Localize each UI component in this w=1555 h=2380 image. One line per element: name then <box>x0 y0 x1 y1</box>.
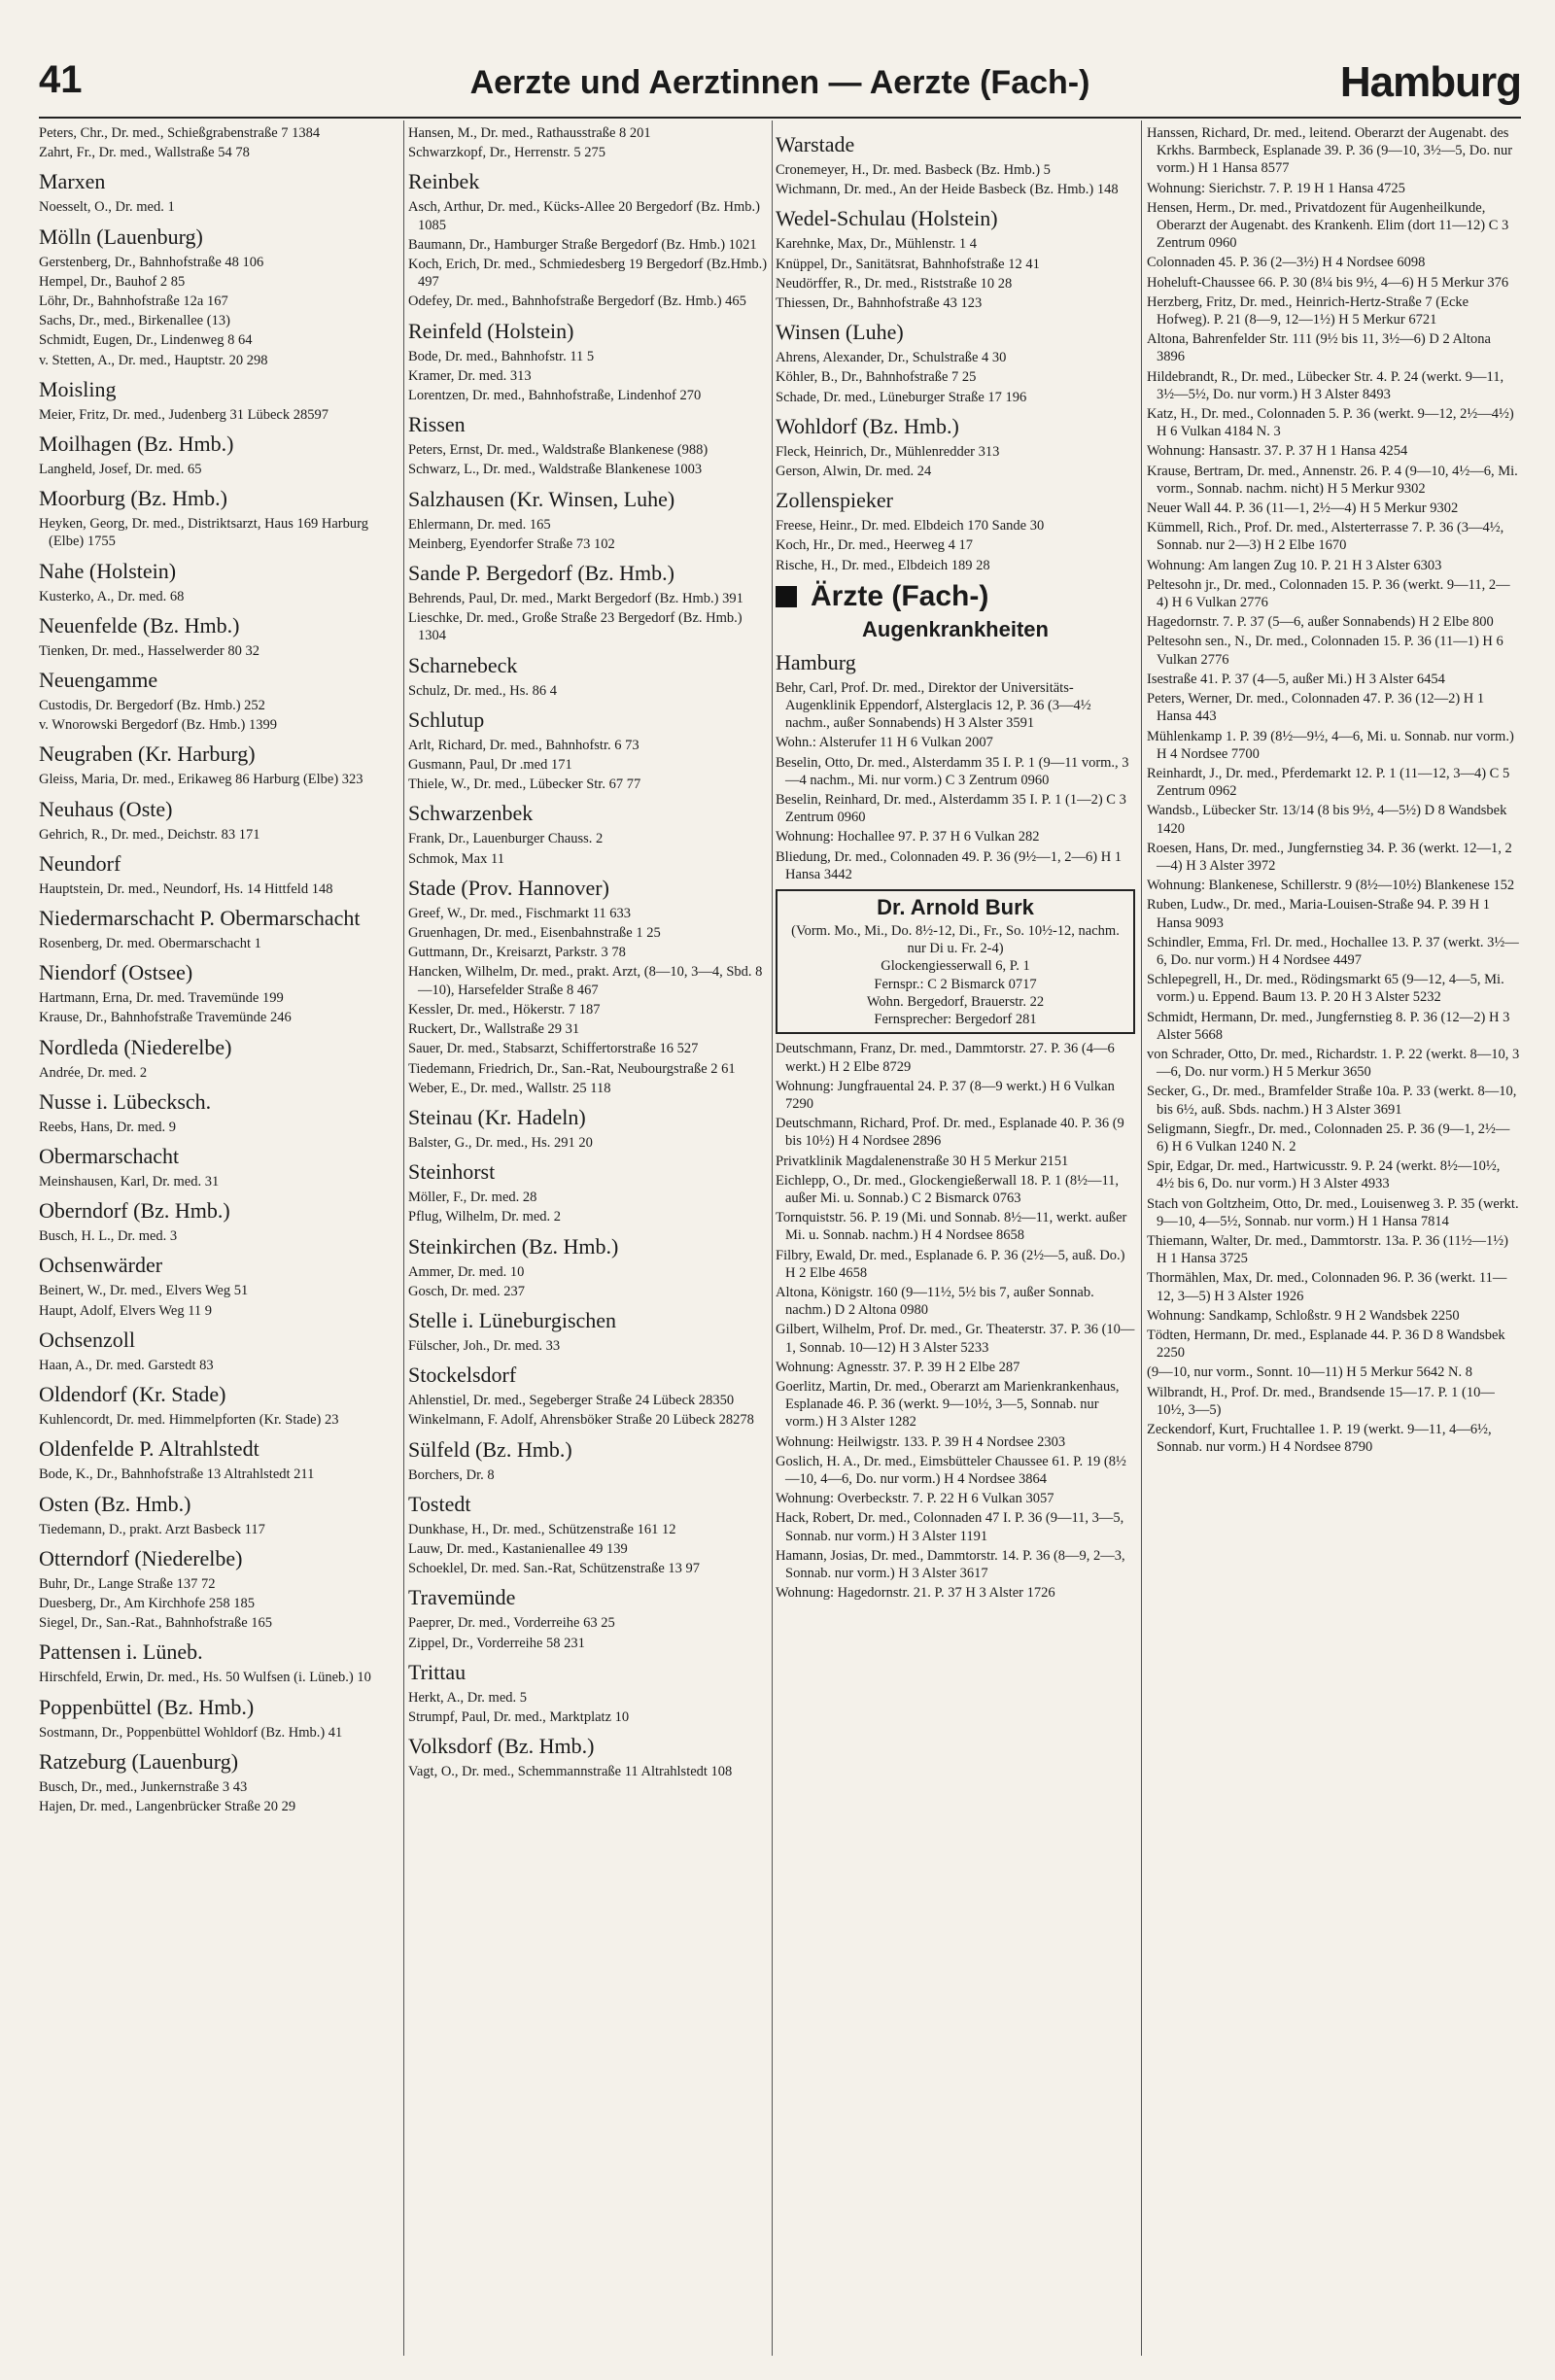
place-heading: Marxen <box>39 169 106 194</box>
directory-entry: Goslich, H. A., Dr. med., Eimsbütteler Chaussee 61. P. 19 (8½—10, 4—6, Do. nur vorm.) H 4 Nordsee 3864 <box>776 1453 1126 1487</box>
directory-entry: Schulz, Dr. med., Hs. 86 4 <box>408 682 558 699</box>
directory-entry: Beinert, W., Dr. med., Elvers Weg 51 <box>39 1283 249 1299</box>
directory-entry: Colonnaden 45. P. 36 (2—3½) H 4 Nordsee 6098 <box>1147 255 1426 271</box>
place-heading: Schlutup <box>408 707 485 732</box>
column-1 <box>39 124 400 1817</box>
directory-entry: Karehnke, Max, Dr., Mühlenstr. 1 4 <box>776 236 977 253</box>
place-heading: Neuengamme <box>39 668 158 693</box>
directory-entry: Zeckendorf, Kurt, Fruchtallee 1. P. 19 (werkt. 9—11, 4—6½, Sonnab. nur vorm.) H 4 Nordsee 8790 <box>1147 1422 1492 1456</box>
advertisement-line: Glockengiesserwall 6, P. 1 <box>881 958 1030 975</box>
directory-entry: Wohnung: Blankenese, Schillerstr. 9 (8½—10½) Blankenese 152 <box>1147 878 1515 894</box>
directory-entry: Heyken, Georg, Dr. med., Distriktsarzt, Haus 169 Harburg (Elbe) 1755 <box>39 516 368 550</box>
place-heading: Ochsenwärder <box>39 1253 163 1278</box>
place-heading: Stade (Prov. Hannover) <box>408 875 609 900</box>
directory-entry: Peters, Chr., Dr. med., Schießgrabenstraße 7 1384 <box>39 125 321 141</box>
directory-entry: Frank, Dr., Lauenburger Chauss. 2 <box>408 831 604 847</box>
place-heading: Oberndorf (Bz. Hmb.) <box>39 1198 230 1224</box>
directory-entry: Wohnung: Sandkamp, Schloßstr. 9 H 2 Wandsbek 2250 <box>1147 1307 1460 1324</box>
directory-entry: Altona, Bahrenfelder Str. 111 (9½ bis 11, 3½—6) D 2 Altona 3896 <box>1147 331 1491 365</box>
directory-entry: Schindler, Emma, Frl. Dr. med., Hochallee 13. P. 37 (werkt. 3½—6, Do. nur vorm.) H 4 Nordsee 4497 <box>1147 934 1519 968</box>
directory-entry: Möller, F., Dr. med. 28 <box>408 1190 537 1206</box>
place-heading: Niedermarschacht P. Obermarschacht <box>39 906 361 931</box>
directory-entry: Sostmann, Dr., Poppenbüttel Wohldorf (Bz. Hmb.) 41 <box>39 1724 343 1741</box>
directory-entry: Asch, Arthur, Dr. med., Kücks-Allee 20 Bergedorf (Bz. Hmb.) 1085 <box>408 199 760 233</box>
directory-entry: Kusterko, A., Dr. med. 68 <box>39 588 185 604</box>
directory-entry: Gruenhagen, Dr. med., Eisenbahnstraße 1 25 <box>408 925 661 942</box>
column-rule <box>403 121 404 2356</box>
directory-entry: Gusmann, Paul, Dr .med 171 <box>408 757 572 774</box>
place-heading: Neundorf <box>39 850 121 876</box>
place-heading: Reinfeld (Holstein) <box>408 318 574 343</box>
place-heading: Nordleda (Niederelbe) <box>39 1034 232 1059</box>
place-heading: Otterndorf (Niederelbe) <box>39 1545 243 1570</box>
place-heading: Winsen (Luhe) <box>776 320 904 345</box>
directory-entry: Busch, Dr., med., Junkernstraße 3 43 <box>39 1778 248 1795</box>
directory-entry: Gerson, Alwin, Dr. med. 24 <box>776 464 932 480</box>
directory-entry: Ammer, Dr. med. 10 <box>408 1263 525 1280</box>
directory-entry: Herkt, A., Dr. med. 5 <box>408 1689 528 1706</box>
place-heading: Hamburg <box>776 649 856 674</box>
advertisement-line: Fernspr.: C 2 Bismarck 0717 <box>874 976 1037 992</box>
directory-entry: (9—10, nur vorm., Sonnt. 10—11) H 5 Merkur 5642 N. 8 <box>1147 1364 1472 1381</box>
advertisement-title: Dr. Arnold Burk <box>877 895 1034 920</box>
directory-entry: Schlepegrell, H., Dr. med., Rödingsmarkt 65 (9—12, 4—5, Mi. vorm.) u. Eppend. Baum 13. P. 20 H 3 Alster 5232 <box>1147 972 1504 1006</box>
subsection-heading: Augenkrankheiten <box>862 616 1049 641</box>
directory-entry: Strumpf, Paul, Dr. med., Marktplatz 10 <box>408 1708 630 1725</box>
directory-entry: Wandsb., Lübecker Str. 13/14 (8 bis 9½, 4—5½) D 8 Wandsbek 1420 <box>1147 803 1507 837</box>
directory-entry: Arlt, Richard, Dr. med., Bahnhofstr. 6 73 <box>408 737 639 753</box>
directory-entry: Zippel, Dr., Vorderreihe 58 231 <box>408 1635 585 1651</box>
directory-entry: Kuhlencordt, Dr. med. Himmelpforten (Kr. Stade) 23 <box>39 1412 339 1429</box>
directory-entry: Meinberg, Eyendorfer Straße 73 102 <box>408 535 615 552</box>
place-heading: Niendorf (Ostsee) <box>39 960 193 985</box>
directory-entry: Bliedung, Dr. med., Colonnaden 49. P. 36 (9½—1, 2—6) H 1 Hansa 3442 <box>776 848 1123 882</box>
directory-entry: Behr, Carl, Prof. Dr. med., Direktor der Universitäts-Augenklinik Eppendorf, Alsterglacis 12, P. 36 (3—4½ nachm., außer Sonnabends) H 3 Alster 3591 <box>776 679 1091 732</box>
directory-entry: Deutschmann, Richard, Prof. Dr. med., Esplanade 40. P. 36 (9 bis 10½) H 4 Nordsee 2896 <box>776 1116 1124 1150</box>
directory-entry: Beselin, Reinhard, Dr. med., Alsterdamm 35 I. P. 1 (1—2) C 3 Zentrum 0960 <box>776 792 1126 826</box>
directory-entry: Gehrich, R., Dr. med., Deichstr. 83 171 <box>39 826 260 843</box>
directory-entry: Wohnung: Jungfrauental 24. P. 37 (8—9 werkt.) H 6 Vulkan 7290 <box>776 1078 1115 1112</box>
place-heading: Osten (Bz. Hmb.) <box>39 1491 191 1516</box>
directory-entry: Noesselt, O., Dr. med. 1 <box>39 199 175 216</box>
directory-entry: Kessler, Dr. med., Hökerstr. 7 187 <box>408 1001 601 1018</box>
directory-entry: Hempel, Dr., Bauhof 2 85 <box>39 273 186 290</box>
directory-entry: Ahlenstiel, Dr. med., Segeberger Straße 24 Lübeck 28350 <box>408 1393 735 1409</box>
directory-entry: Tödten, Hermann, Dr. med., Esplanade 44. P. 36 D 8 Wandsbek 2250 <box>1147 1328 1505 1362</box>
column-rule <box>1141 121 1142 2356</box>
place-heading: Warstade <box>776 132 855 156</box>
directory-entry: Zahrt, Fr., Dr. med., Wallstraße 54 78 <box>39 145 250 161</box>
directory-entry: Beselin, Otto, Dr. med., Alsterdamm 35 I. P. 1 (9—11 vorm., 3—4 nachm., Mi. nur vorm.) C 3 Zentrum 0960 <box>776 754 1129 788</box>
place-heading: Travemünde <box>408 1585 516 1610</box>
black-square-icon <box>776 586 797 607</box>
directory-entry: Thormählen, Max, Dr. med., Colonnaden 96. P. 36 (werkt. 11—12, 3—5) H 3 Alster 1926 <box>1147 1270 1507 1304</box>
advertisement-box <box>776 889 1135 1034</box>
directory-entry: Schwarz, L., Dr. med., Waldstraße Blankenese 1003 <box>408 462 703 478</box>
place-heading: Moilhagen (Bz. Hmb.) <box>39 431 234 457</box>
directory-entry: Lorentzen, Dr. med., Bahnhofstraße, Lindenhof 270 <box>408 388 702 404</box>
directory-entry: Wohnung: Overbeckstr. 7. P. 22 H 6 Vulkan 3057 <box>776 1491 1054 1507</box>
directory-entry: Sachs, Dr., med., Birkenallee (13) <box>39 313 230 329</box>
directory-entry: Hirschfeld, Erwin, Dr. med., Hs. 50 Wulfsen (i. Lüneb.) 10 <box>39 1670 371 1686</box>
directory-entry: v. Stetten, A., Dr. med., Hauptstr. 20 298 <box>39 352 268 368</box>
directory-entry: Dunkhase, H., Dr. med., Schützenstraße 161 12 <box>408 1521 676 1537</box>
directory-entry: Reinhardt, J., Dr. med., Pferdemarkt 12. P. 1 (11—12, 3—4) C 5 Zentrum 0962 <box>1147 765 1510 800</box>
directory-entry: Seligmann, Siegfr., Dr. med., Colonnaden 25. P. 36 (9—1, 2½—6) H 6 Vulkan 1240 N. 2 <box>1147 1121 1510 1155</box>
directory-entry: Sauer, Dr. med., Stabsarzt, Schiffertorstraße 16 527 <box>408 1041 699 1057</box>
directory-entry: Hoheluft-Chaussee 66. P. 30 (8¼ bis 9½, 4—6) H 5 Merkur 376 <box>1147 274 1509 291</box>
place-heading: Stockelsdorf <box>408 1362 517 1388</box>
directory-entry: Kümmell, Rich., Prof. Dr. med., Alsterterrasse 7. P. 36 (3—4½, Sonnab. nur 2—3) H 2 Elbe 1670 <box>1147 520 1504 554</box>
place-heading: Sülfeld (Bz. Hmb.) <box>408 1436 572 1462</box>
advertisement-line: Fernsprecher: Bergedorf 281 <box>874 1012 1037 1028</box>
directory-entry: Baumann, Dr., Hamburger Straße Bergedorf (Bz. Hmb.) 1021 <box>408 236 757 253</box>
directory-entry: Hancken, Wilhelm, Dr. med., prakt. Arzt, (8—10, 3—4, Sbd. 8—10), Harsefelder Straße 8 467 <box>408 964 763 998</box>
directory-entry: Roesen, Hans, Dr. med., Jungfernstieg 34. P. 36 (werkt. 12—1, 2—4) H 3 Alster 3972 <box>1147 840 1512 874</box>
directory-entry: Wohnung: Sierichstr. 7. P. 19 H 1 Hansa 4725 <box>1147 180 1405 196</box>
directory-entry: Neudörffer, R., Dr. med., Riststraße 10 28 <box>776 275 1013 292</box>
directory-entry: Katz, H., Dr. med., Colonnaden 5. P. 36 (werkt. 9—12, 2½—4½) H 6 Vulkan 4184 N. 3 <box>1147 406 1514 440</box>
directory-entry: Hack, Robert, Dr. med., Colonnaden 47 I. P. 36 (9—11, 3—5, Sonnab. nur vorm.) H 3 Alster 1191 <box>776 1510 1124 1544</box>
place-heading: Neugraben (Kr. Harburg) <box>39 742 256 767</box>
directory-entry: Knüppel, Dr., Sanitätsrat, Bahnhofstraße 12 41 <box>776 256 1040 272</box>
directory-entry: Köhler, B., Dr., Bahnhofstraße 7 25 <box>776 369 977 386</box>
directory-entry: Schmidt, Eugen, Dr., Lindenweg 8 64 <box>39 332 253 349</box>
place-heading: Neuhaus (Oste) <box>39 796 173 821</box>
place-heading: Salzhausen (Kr. Winsen, Luhe) <box>408 486 675 511</box>
place-heading: Steinkirchen (Bz. Hmb.) <box>408 1233 619 1259</box>
directory-entry: Secker, G., Dr. med., Bramfelder Straße 10a. P. 33 (werkt. 8—10, bis 6½, auß. Sbds. nachm.) H 3 Alster 3691 <box>1147 1084 1517 1118</box>
page-number: 41 <box>39 58 83 101</box>
directory-entry: Goerlitz, Martin, Dr. med., Oberarzt am Marienkrankenhaus, Esplanade 46. P. 36 (werkt. 9—10½, 3—5, Sonnab. nur vorm.) H 3 Alster 1282 <box>776 1378 1120 1431</box>
directory-entry: Rische, H., Dr. med., Elbdeich 189 28 <box>776 557 990 573</box>
directory-entry: Peters, Ernst, Dr. med., Waldstraße Blankenese (988) <box>408 442 708 459</box>
place-heading: Moisling <box>39 376 117 401</box>
directory-entry: Guttmann, Dr., Kreisarzt, Parkstr. 3 78 <box>408 945 626 961</box>
directory-entry: Buhr, Dr., Lange Straße 137 72 <box>39 1575 216 1592</box>
directory-entry: Thiessen, Dr., Bahnhofstraße 43 123 <box>776 295 983 312</box>
page-title: Aerzte und Aerztinnen — Aerzte (Fach-) <box>469 64 1090 101</box>
directory-entry: Custodis, Dr. Bergedorf (Bz. Hmb.) 252 <box>39 698 265 714</box>
directory-entry: Balster, G., Dr. med., Hs. 291 20 <box>408 1134 593 1151</box>
place-heading: Zollenspieker <box>776 488 893 513</box>
column-2 <box>408 124 768 1782</box>
directory-entry: Wohnung: Heilwigstr. 133. P. 39 H 4 Nordsee 2303 <box>776 1433 1066 1450</box>
directory-entry: Meier, Fritz, Dr. med., Judenberg 31 Lübeck 28597 <box>39 406 328 423</box>
directory-entry: Schade, Dr. med., Lüneburger Straße 17 196 <box>776 389 1027 405</box>
directory-entry: Vagt, O., Dr. med., Schemmannstraße 11 Altrahlstedt 108 <box>408 1764 733 1780</box>
place-heading: Mölln (Lauenburg) <box>39 224 203 249</box>
place-heading: Nusse i. Lübecksch. <box>39 1088 212 1114</box>
place-heading: Steinau (Kr. Hadeln) <box>408 1104 586 1129</box>
directory-entry: Hildebrandt, R., Dr. med., Lübecker Str. 4. P. 24 (werkt. 9—11, 3½—5½, Do. nur vorm.) H 3 Alster 8493 <box>1147 368 1504 402</box>
directory-entry: Tiedemann, D., prakt. Arzt Basbeck 117 <box>39 1521 265 1537</box>
place-heading: Tostedt <box>408 1491 471 1516</box>
directory-entry: Hagedornstr. 7. P. 37 (5—6, außer Sonnabends) H 2 Elbe 800 <box>1147 614 1494 631</box>
directory-entry: Schoeklel, Dr. med. San.-Rat, Schützenstraße 13 97 <box>408 1561 701 1577</box>
directory-entry: Schmok, Max 11 <box>408 850 504 867</box>
directory-entry: Gleiss, Maria, Dr. med., Erikaweg 86 Harburg (Elbe) 323 <box>39 772 363 788</box>
directory-entry: Haupt, Adolf, Elvers Weg 11 9 <box>39 1302 213 1319</box>
section-title: Ärzte (Fach-) <box>811 579 989 612</box>
directory-entry: Herzberg, Fritz, Dr. med., Heinrich-Hertz-Straße 7 (Ecke Hofweg). P. 21 (8—9, 12—1½) H 5 Merkur 6721 <box>1147 293 1469 328</box>
directory-entry: Privatklinik Magdalenenstraße 30 H 5 Merkur 2151 <box>776 1153 1069 1169</box>
directory-entry: Fleck, Heinrich, Dr., Mühlenredder 313 <box>776 443 1000 460</box>
directory-entry: Odefey, Dr. med., Bahnhofstraße Bergedorf (Bz. Hmb.) 465 <box>408 293 746 310</box>
directory-entry: v. Wnorowski Bergedorf (Bz. Hmb.) 1399 <box>39 717 277 734</box>
directory-entry: Stach von Goltzheim, Otto, Dr. med., Louisenweg 3. P. 35 (werkt. 9—10, 4—5½, Sonnab. nur vorm.) H 1 Hansa 7814 <box>1147 1195 1519 1229</box>
directory-entry: Filbry, Ewald, Dr. med., Esplanade 6. P. 36 (2½—5, auß. Do.) H 2 Elbe 4658 <box>776 1247 1125 1281</box>
directory-entry: Gosch, Dr. med. 237 <box>408 1283 526 1299</box>
directory-entry: Paeprer, Dr. med., Vorderreihe 63 25 <box>408 1615 615 1632</box>
place-heading: Neuenfelde (Bz. Hmb.) <box>39 612 240 638</box>
directory-entry: Thiele, W., Dr. med., Lübecker Str. 67 77 <box>408 776 641 793</box>
directory-entry: Wilbrandt, H., Prof. Dr. med., Brandsende 15—17. P. 1 (10—10½, 3—5) <box>1147 1384 1495 1418</box>
place-heading: Schwarzenbek <box>408 801 534 826</box>
directory-entry: von Schrader, Otto, Dr. med., Richardstr. 1. P. 22 (werkt. 8—10, 3—6, Do. nur vorm.) H 5 Merkur 3650 <box>1147 1046 1520 1081</box>
directory-entry: Wohnung: Hagedornstr. 21. P. 37 H 3 Alster 1726 <box>776 1585 1055 1602</box>
place-heading: Wohldorf (Bz. Hmb.) <box>776 413 959 438</box>
directory-entry: Wichmann, Dr. med., An der Heide Basbeck (Bz. Hmb.) 148 <box>776 182 1119 198</box>
directory-entry: Kramer, Dr. med. 313 <box>408 367 532 384</box>
directory-entry: Mühlenkamp 1. P. 39 (8½—9½, 4—6, Mi. u. Sonnab. nur vorm.) H 4 Nordsee 7700 <box>1147 728 1514 762</box>
directory-entry: Koch, Hr., Dr. med., Heerweg 4 17 <box>776 537 973 554</box>
directory-entry: Eichlepp, O., Dr. med., Glockengießerwall 18. P. 1 (8½—11, außer Mi. u. Sonnab.) C 2 Bismarck 0763 <box>776 1172 1120 1206</box>
place-heading: Poppenbüttel (Bz. Hmb.) <box>39 1694 255 1719</box>
place-heading: Trittau <box>408 1659 466 1684</box>
directory-entry: Isestraße 41. P. 37 (4—5, außer Mi.) H 3 Alster 6454 <box>1147 671 1445 687</box>
directory-entry: Meinshausen, Karl, Dr. med. 31 <box>39 1174 220 1190</box>
directory-entry: Wohnung: Hochallee 97. P. 37 H 6 Vulkan 282 <box>776 829 1040 845</box>
directory-entry: Thiemann, Walter, Dr. med., Dammtorstr. 13a. P. 36 (11½—1½) H 1 Hansa 3725 <box>1147 1232 1508 1267</box>
directory-entry: Peters, Werner, Dr. med., Colonnaden 47. P. 36 (12—2) H 1 Hansa 443 <box>1147 691 1485 725</box>
place-heading: Steinhorst <box>408 1159 496 1185</box>
directory-entry: Lieschke, Dr. med., Große Straße 23 Bergedorf (Bz. Hmb.) 1304 <box>408 610 743 644</box>
directory-entry: Borchers, Dr. 8 <box>408 1466 495 1483</box>
place-heading: Sande P. Bergedorf (Bz. Hmb.) <box>408 561 674 586</box>
directory-entry: Gerstenberg, Dr., Bahnhofstraße 48 106 <box>39 254 264 270</box>
directory-entry: Andrée, Dr. med. 2 <box>39 1064 148 1081</box>
place-heading: Pattensen i. Lüneb. <box>39 1639 203 1665</box>
place-heading: Nahe (Holstein) <box>39 558 177 583</box>
directory-entry: Duesberg, Dr., Am Kirchhofe 258 185 <box>39 1595 256 1611</box>
column-3 <box>776 124 1135 1604</box>
place-heading: Reinbek <box>408 169 480 194</box>
directory-entry: Hauptstein, Dr. med., Neundorf, Hs. 14 Hittfeld 148 <box>39 880 333 897</box>
directory-entry: Wohnung: Agnesstr. 37. P. 39 H 2 Elbe 287 <box>776 1359 1020 1375</box>
directory-entry: Tornquiststr. 56. P. 19 (Mi. und Sonnab. 8½—11, werkt. außer Mi. u. Sonnab. nachm.) H 4 Nordsee 8658 <box>776 1210 1127 1244</box>
directory-entry: Schwarzkopf, Dr., Herrenstr. 5 275 <box>408 145 605 161</box>
place-heading: Moorburg (Bz. Hmb.) <box>39 486 227 511</box>
directory-entry: Koch, Erich, Dr. med., Schmiedesberg 19 Bergedorf (Bz.Hmb.) 497 <box>408 257 768 291</box>
directory-entry: Wohnung: Am langen Zug 10. P. 21 H 3 Alster 6303 <box>1147 557 1442 573</box>
directory-entry: Reebs, Hans, Dr. med. 9 <box>39 1119 176 1135</box>
directory-entry: Siegel, Dr., San.-Rat., Bahnhofstraße 165 <box>39 1615 273 1632</box>
advertisement-line: (Vorm. Mo., Mi., Do. 8½-12, Di., Fr., So. 10½-12, nachm. nur Di u. Fr. 2-4) <box>791 923 1120 957</box>
directory-entry: Wohn.: Alsterufer 11 H 6 Vulkan 2007 <box>776 735 993 751</box>
directory-entry: Wohnung: Hansastr. 37. P. 37 H 1 Hansa 4254 <box>1147 443 1408 460</box>
directory-entry: Deutschmann, Franz, Dr. med., Dammtorstr. 27. P. 36 (4—6 werkt.) H 2 Elbe 8729 <box>776 1041 1115 1075</box>
directory-entry: Gilbert, Wilhelm, Prof. Dr. med., Gr. Theaterstr. 37. P. 36 (10—1, Sonnab. 10—12) H 3 Alster 5233 <box>776 1322 1135 1356</box>
directory-entry: Ahrens, Alexander, Dr., Schulstraße 4 30 <box>776 350 1007 366</box>
directory-entry: Winkelmann, F. Adolf, Ahrensböker Straße 20 Lübeck 28278 <box>408 1412 754 1429</box>
directory-entry: Lauw, Dr. med., Kastanienallee 49 139 <box>408 1540 628 1557</box>
place-heading: Wedel-Schulau (Holstein) <box>776 206 998 231</box>
directory-entry: Greef, W., Dr. med., Fischmarkt 11 633 <box>408 905 632 921</box>
advertisement-line: Wohn. Bergedorf, Brauerstr. 22 <box>866 993 1045 1010</box>
directory-entry: Neuer Wall 44. P. 36 (11—1, 2½—4) H 5 Merkur 9302 <box>1147 500 1459 517</box>
directory-entry: Tiedemann, Friedrich, Dr., San.-Rat, Neubourgstraße 2 61 <box>408 1060 736 1077</box>
place-heading: Oldendorf (Kr. Stade) <box>39 1382 226 1407</box>
directory-entry: Schmidt, Hermann, Dr. med., Jungfernstieg 8. P. 36 (12—2) H 3 Alster 5668 <box>1147 1009 1510 1043</box>
directory-entry: Spir, Edgar, Dr. med., Hartwicusstr. 9. P. 24 (werkt. 8½—10½, 4½ bis 6, Do. nur vorm.) H 3 Alster 4933 <box>1147 1158 1501 1192</box>
directory-entry: Löhr, Dr., Bahnhofstraße 12a 167 <box>39 293 228 310</box>
place-heading: Obermarschacht <box>39 1144 180 1169</box>
directory-entry: Ruben, Ludw., Dr. med., Maria-Louisen-Straße 94. P. 39 H 1 Hansa 9093 <box>1147 897 1491 931</box>
section-heading <box>776 580 1135 613</box>
directory-entry: Haan, A., Dr. med. Garstedt 83 <box>39 1357 214 1373</box>
directory-entry: Hajen, Dr. med., Langenbrücker Straße 20 29 <box>39 1798 296 1814</box>
directory-entry: Hamann, Josias, Dr. med., Dammtorstr. 14. P. 36 (8—9, 2—3, Sonnab. nur vorm.) H 3 Alster 3617 <box>776 1547 1125 1581</box>
place-heading: Rissen <box>408 412 466 437</box>
place-heading: Stelle i. Lüneburgischen <box>408 1307 617 1332</box>
directory-entry: Peltesohn jr., Dr. med., Colonnaden 15. P. 36 (werkt. 9—11, 2—4) H 6 Vulkan 2776 <box>1147 576 1510 611</box>
place-heading: Ochsenzoll <box>39 1327 135 1352</box>
place-heading: Volksdorf (Bz. Hmb.) <box>408 1734 595 1759</box>
directory-entry: Weber, E., Dr. med., Wallstr. 25 118 <box>408 1080 611 1096</box>
column-4 <box>1147 124 1521 1458</box>
directory-entry: Krause, Bertram, Dr. med., Annenstr. 26. P. 4 (9—10, 4½—6, Mi. vorm., Sonnab. nachm. nicht) H 5 Merkur 9302 <box>1147 463 1518 497</box>
page-header <box>39 58 1521 119</box>
city-name: Hamburg <box>1339 58 1521 106</box>
directory-entry: Ehlermann, Dr. med. 165 <box>408 516 551 533</box>
directory-entry: Hartmann, Erna, Dr. med. Travemünde 199 <box>39 990 284 1007</box>
directory-entry: Hensen, Herm., Dr. med., Privatdozent für Augenheilkunde, Oberarzt der Augenabt. des Krankenh. Elim (dort 11—12) C 3 Zentrum 0960 <box>1147 199 1509 252</box>
directory-entry: Hanssen, Richard, Dr. med., leitend. Oberarzt der Augenabt. des Krkhs. Barmbeck, Esplanade 39. P. 36 (9—10, 3½—5, Do. nur vorm.) H 1 Hansa 8577 <box>1147 125 1513 177</box>
directory-entry: Altona, Königstr. 160 (9—11½, 5½ bis 7, außer Sonnab. nachm.) D 2 Altona 0980 <box>776 1284 1094 1319</box>
directory-entry: Behrends, Paul, Dr. med., Markt Bergedorf (Bz. Hmb.) 391 <box>408 591 743 607</box>
directory-entry: Fülscher, Joh., Dr. med. 33 <box>408 1337 561 1354</box>
directory-entry: Busch, H. L., Dr. med. 3 <box>39 1228 178 1245</box>
directory-entry: Ruckert, Dr., Wallstraße 29 31 <box>408 1021 580 1038</box>
directory-entry: Bode, Dr. med., Bahnhofstr. 11 5 <box>408 348 595 364</box>
place-heading: Ratzeburg (Lauenburg) <box>39 1748 239 1774</box>
directory-entry: Krause, Dr., Bahnhofstraße Travemünde 246 <box>39 1010 292 1026</box>
directory-entry: Tienken, Dr. med., Hasselwerder 80 32 <box>39 642 259 659</box>
directory-entry: Rosenberg, Dr. med. Obermarschacht 1 <box>39 936 261 952</box>
place-heading: Scharnebeck <box>408 652 518 677</box>
directory-entry: Bode, K., Dr., Bahnhofstraße 13 Altrahlstedt 211 <box>39 1466 315 1483</box>
directory-entry: Hansen, M., Dr. med., Rathausstraße 8 201 <box>408 125 651 141</box>
directory-entry: Freese, Heinr., Dr. med. Elbdeich 170 Sande 30 <box>776 518 1045 535</box>
directory-entry: Peltesohn sen., N., Dr. med., Colonnaden 15. P. 36 (11—1) H 6 Vulkan 2776 <box>1147 634 1503 668</box>
directory-entry: Langheld, Josef, Dr. med. 65 <box>39 462 202 478</box>
directory-entry: Pflug, Wilhelm, Dr. med. 2 <box>408 1209 562 1225</box>
directory-entry: Cronemeyer, H., Dr. med. Basbeck (Bz. Hmb.) 5 <box>776 162 1051 178</box>
place-heading: Oldenfelde P. Altrahlstedt <box>39 1436 259 1462</box>
column-rule <box>772 121 773 2356</box>
